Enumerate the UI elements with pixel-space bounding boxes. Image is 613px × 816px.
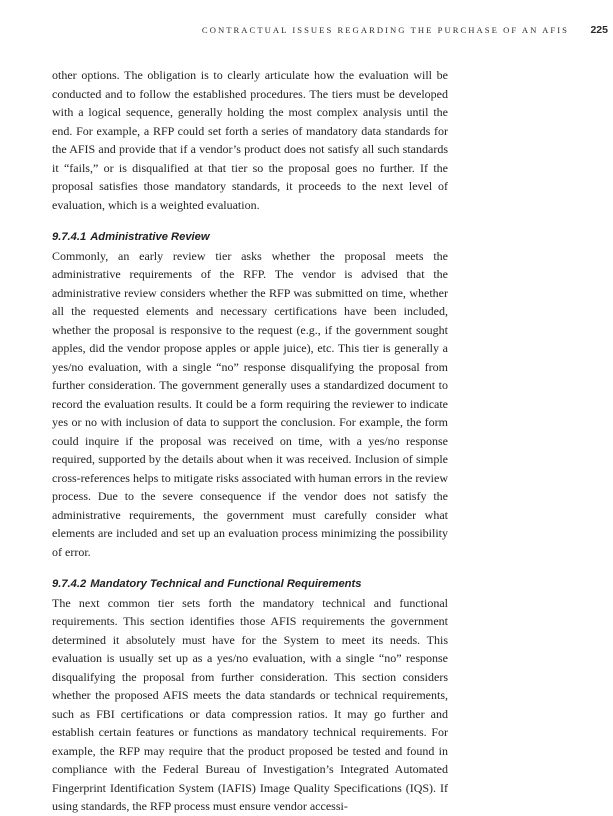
section-paragraph-administrative-review: Commonly, an early review tier asks whether the proposal meets the administrative requirements of the RFP. The vendor is advised that the administrative review considers whether the RFP was submitted on time, whether all the requested elements and necessary certifications have been included, whether the proposal is responsive to the request (e.g., if the government sought apples, did the vendor propose apples or apple juice), etc. This tier is generally a yes/no evaluation, with a single “no” response disqualifying the proposal from further consideration. The government generally uses a standardized document to record the evaluation results. It could be a form requiring the reviewer to indicate yes or no with inclusion of data to support the conclusion. For example, the form could inquire if the proposal was received on time, with a yes/no response required, supported by the details about when it was received. Inclusion of simple cross-references helps to mitigate risks associated with human errors in the review process. Due to the severe consequence if the vendor does not satisfy the administrative requirements, the government must carefully consider what elements are included and set up an evaluation process minimizing the possibility of error. (52, 248, 448, 559)
section-heading-mandatory-requirements (52, 575, 448, 594)
section-paragraph-mandatory-requirements: The next common tier sets forth the mandatory technical and functional requirements. This section identifies those AFIS requirements the government determined it absolutely must have for the System to meet its needs. This evaluation is usually set up as a yes/no evaluation, with a single “no” response disqualifying the proposal from further consideration. This section considers whether the proposed AFIS meets the data standards or technical requirements, such as FBI certifications or data compression ratios. It may go further and establish certain features or functions as mandatory technical requirements. For example, the RFP may require that the product proposed be tested and found in compliance with the Federal Bureau of Investigation’s Integrated Automated Fingerprint Identification System (IAFIS) Image Quality Specifications (IQS). If using standards, the RFP process must ensure vendor accessi- (52, 595, 448, 813)
intro-paragraph: other options. The obligation is to clearly articulate how the evaluation will be conducted and to follow the established procedures. The tiers must be developed with a logical sequence, generally holding the most complex analysis until the end. For example, a RFP could set forth a series of mandatory data standards for the AFIS and provide that if a vendor’s product does not satisfy all such standards it “fails,” or is disqualified at that tier so the proposal goes no further. If the proposal satisfies those mandatory standards, it proceeds to the next level of evaluation, which is a weighted evaluation. (52, 68, 448, 212)
running-head-title: CONTRACTUAL ISSUES REGARDING THE PURCHASE OF AN AFIS (201, 25, 569, 35)
section-title: Administrative Review (90, 231, 210, 243)
section-number: 9.7.4.1 (52, 231, 87, 243)
section-title: Mandatory Technical and Functional Requirements (90, 578, 362, 590)
running-head (0, 25, 613, 41)
page-number: 225 (590, 24, 608, 36)
body-text (52, 66, 448, 816)
section-heading-administrative-review (52, 228, 448, 247)
section-number: 9.7.4.2 (52, 578, 87, 590)
